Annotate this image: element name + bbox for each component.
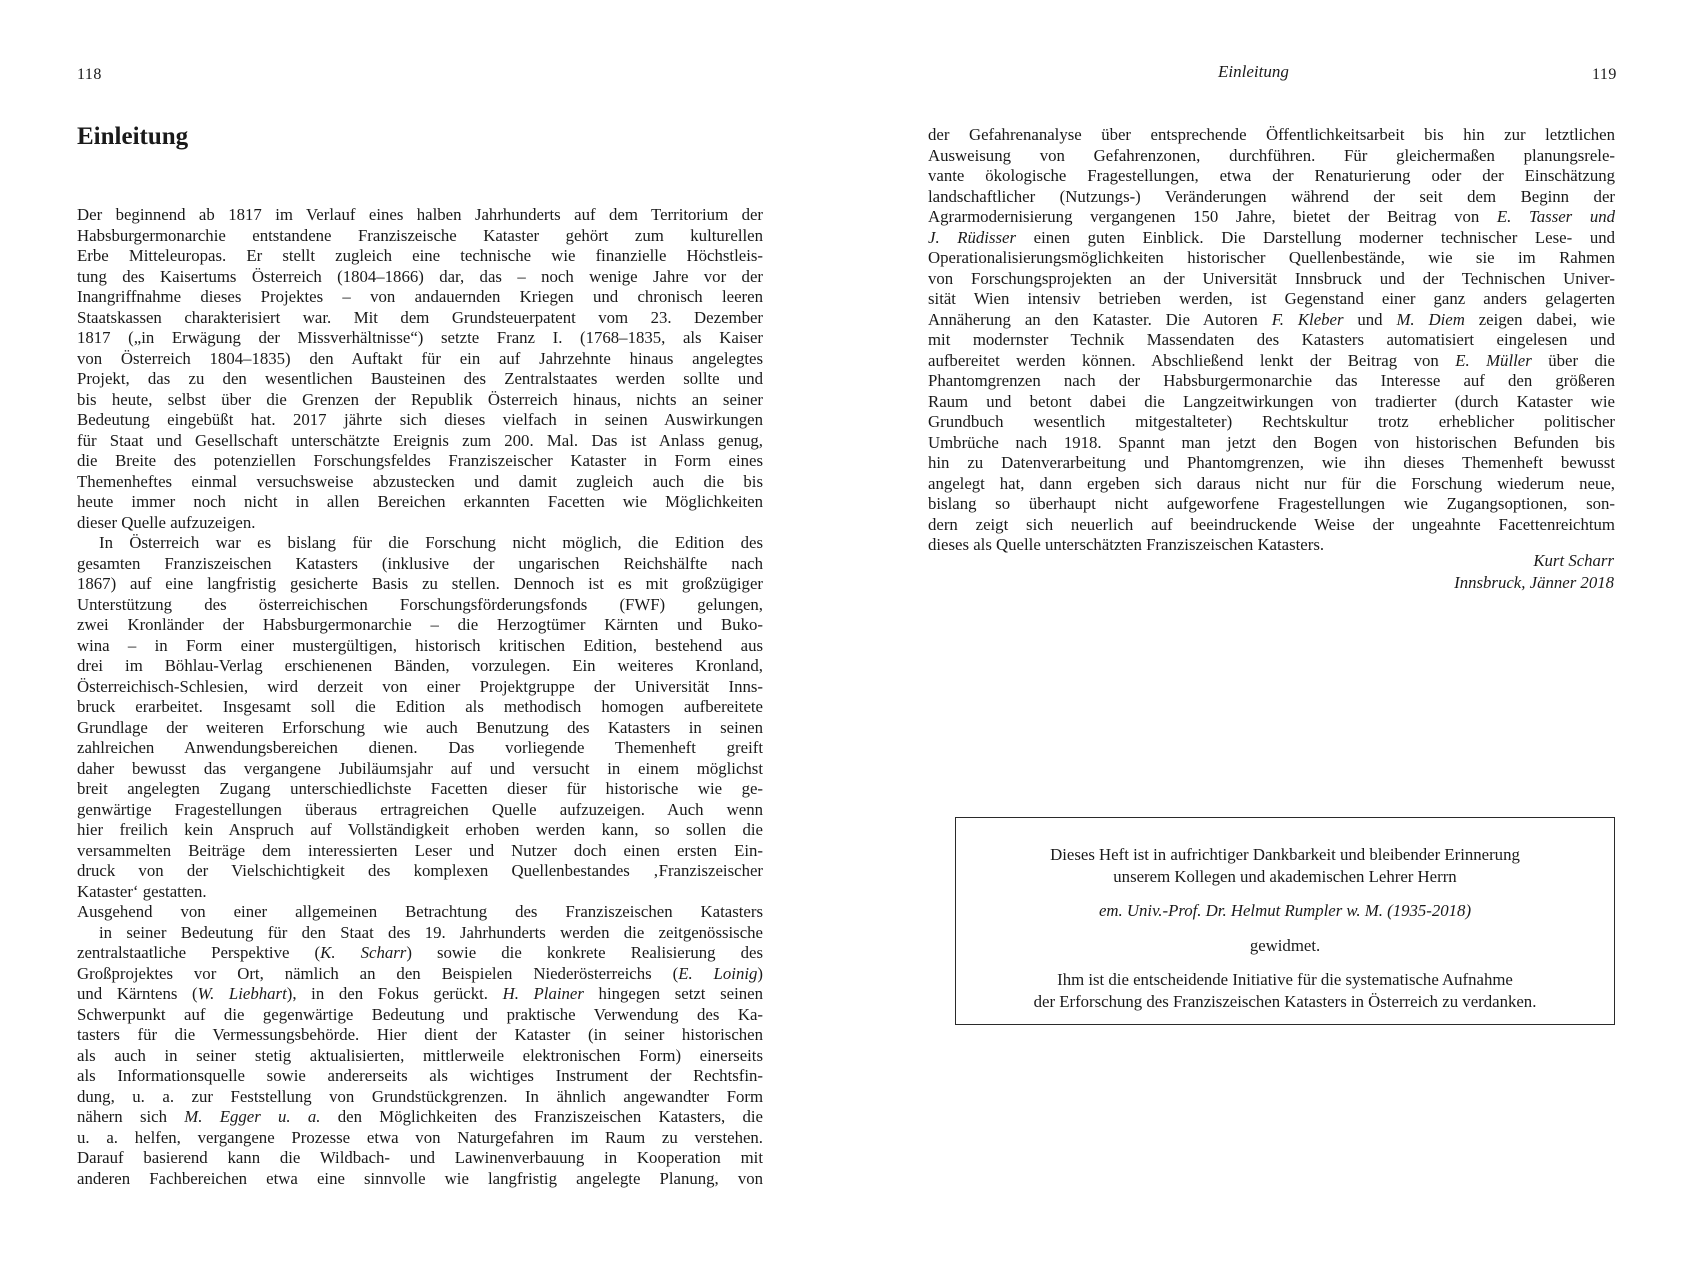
text-line: bis heute, selbst über die Grenzen der Republik Österreich hinaus, nichts an seiner [77,389,763,409]
signature-name: Kurt Scharr [1533,551,1614,570]
text-line: in seiner Bedeutung für den Staat des 19. Jahrhunderts werden die zeitgenössische [99,922,763,942]
text-line: hin zu Datenverarbeitung und Phantomgrenzen, wie ihn dieses Themenheft bewusst [928,453,1615,472]
text-line: als auch in seiner stetig aktualisierten, mittlerweile elektronischen Form) einerseits [77,1045,763,1065]
text-line: mit modernster Technik Massendaten des Katasters automatisiert eingelesen und [928,330,1615,349]
text-line: Agrarmodernisierung vergangenen 150 Jahre, bietet der Beitrag von E. Tasser und [928,207,1615,226]
dedication-line: Dieses Heft ist in aufrichtiger Dankbarkeit und bleibender Erinnerung [1050,845,1520,864]
text-line: von Forschungsprojekten an der Universität Innsbruck und der Technischen Univer- [928,268,1615,288]
text-line: der Gefahrenanalyse über entsprechende Öffentlichkeitsarbeit bis hin zur letztlichen [928,125,1615,144]
text-line: dieses als Quelle unterschätzten Franziszeischen Katasters. [928,535,1325,554]
text-line: Habsburgermonarchie entstandene Franziszeische Kataster gehört zum kulturellen [77,225,763,245]
text-line: drei im Böhlau-Verlag erschienenen Bänden, vorzulegen. Ein weiteres Kronland, [77,656,763,675]
running-head: Einleitung [1218,62,1289,81]
text-line: Kataster‘ gestatten. [77,881,207,901]
text-line: Der beginnend ab 1817 im Verlauf eines halben Jahrhunderts auf dem Territorium der [77,205,763,224]
text-line: wina – in Form einer mustergültigen, historisch kritischen Edition, bestehend aus [77,635,763,655]
text-line: sität Wien intensiv betrieben werden, ist Gegenstand einer ganz anders gelagerten [928,289,1615,308]
text-line: Schwerpunkt auf die gegenwärtige Bedeutung und praktische Verwendung des Ka- [77,1004,763,1024]
text-line: angelegt hat, dann ergeben sich daraus nicht nur für die Forschung wiederum neue, [928,473,1615,493]
text-line: Bedeutung eingebüßt hat. 2017 jährte sich dieses vielfach in seinen Auswirkungen [77,410,763,429]
text-line: Erbe Mitteleuropas. Er stellt zugleich eine technische wie finanzielle Höchstleis- [77,246,763,265]
dedication-line: gewidmet. [1249,935,1321,955]
text-line: daher bewusst das vergangene Jubiläumsjahr auf und versucht in einem möglichst [77,758,763,778]
page-number-right: 119 [1592,66,1617,83]
text-line: 1867) auf eine langfristig gesicherte Basis zu stellen. Dennoch ist es mit großzügiger [77,574,763,593]
text-line: genwärtige Fragestellungen überaus ertragreichen Quelle aufzuzeigen. Auch wenn [77,799,763,819]
dedication-honoree: em. Univ.-Prof. Dr. Helmut Rumpler w. M. (1935-2018) [1098,901,1472,920]
text-line: dung, u. a. zur Feststellung von Grundstückgrenzen. In ähnlich angewandter Form [77,1086,763,1106]
page-number-left: 118 [77,66,102,83]
signature-place: Innsbruck, Jänner 2018 [1454,573,1614,592]
text-line: und Kärntens (W. Liebhart), in den Fokus gerückt. H. Plainer hingegen setzt seinen [77,984,763,1003]
text-line: dern zeigt sich neuerlich auf beeindruckende Weise der ungeahnte Facettenreichtum [928,514,1615,534]
text-line: zahlreichen Anwendungsbereichen dienen. Das vorliegende Themenheft greift [77,738,763,757]
right-body-text [928,125,1615,556]
text-line: nähern sich M. Egger u. a. den Möglichkeiten des Franziszeischen Katasters, die [77,1107,763,1126]
text-line: breit angelegten Zugang unterschiedlichste Facetten dieser für historische wie ge- [77,779,763,798]
text-line: zwei Kronländer der Habsburgermonarchie – die Herzogtümer Kärnten und Buko- [77,615,763,634]
text-line: Ausgehend von einer allgemeinen Betrachtung des Franziszeischen Katasters [77,902,763,921]
text-line: bruck erarbeitet. Insgesamt soll die Edition als methodisch homogen aufbereitete [77,697,763,716]
text-line: Darauf basierend kann die Wildbach- und Lawinenverbauung in Kooperation mit [77,1148,763,1167]
right-page [850,0,1700,1277]
text-line: Themenheftes einmal versuchsweise abzustecken und damit zugleich auch die bis [77,471,763,491]
text-line: bislang so überhaupt nicht aufgeworfene Fragestellungen wie Zugangsoptionen, son- [928,494,1615,513]
text-line: aufbereitet werden können. Abschließend lenkt der Beitrag von E. Müller über die [928,350,1615,370]
text-line: 1817 („in Erwägung der Missverhältnisse“) setzte Franz I. (1768–1835, als Kaiser [77,328,763,347]
text-line: anderen Fachbereichen etwa eine sinnvolle wie langfristig angelegte Planung, von [77,1168,763,1188]
text-line: tung des Kaisertums Österreich (1804–1866) dar, das – noch wenige Jahre vor der [77,266,763,286]
text-line: Inangriffnahme dieses Projektes – von andauernden Kriegen und chronisch leeren [77,287,763,306]
text-line: versammelten Beiträge dem interessierten Leser und Nutzer doch einen ersten Ein- [77,840,763,860]
text-line: Operationalisierungsmöglichkeiten historischer Quellenbestände, wie sie im Rahmen [928,248,1615,267]
text-line: hier freilich kein Anspruch auf Vollständigkeit erhoben werden kann, so sollen die [77,820,763,839]
text-line: Phantomgrenzen nach der Habsburgermonarchie das Interesse auf den größeren [928,371,1615,390]
chapter-title: Einleitung [77,123,189,150]
text-line: für Staat und Gesellschaft unterschätzte Ereignis zum 200. Mal. Das ist Anlass genug, [77,430,763,450]
text-line: landschaftlicher (Nutzungs-) Veränderungen während der seit dem Beginn der [928,186,1615,206]
text-line: druck von der Vielschichtigkeit des komplexen Quellenbestandes ‚Franziszeischer [77,861,763,880]
text-line: heute immer noch nicht in allen Bereichen erkannten Facetten wie Möglichkeiten [77,492,763,511]
text-line: zentralstaatliche Perspektive (K. Scharr) sowie die konkrete Realisierung des [77,943,763,962]
text-line: Raum und betont dabei die Langzeitwirkungen von tradierter (durch Kataster wie [928,391,1615,411]
text-line: Ausweisung von Gefahrenzonen, durchführen. Für gleichermaßen planungsrele- [928,145,1615,165]
text-line: Grundbuch wesentlich mitgestalteter) Rechtskultur trotz erheblicher politischer [928,412,1615,431]
text-line: Österreichisch-Schlesien, wird derzeit von einer Projektgruppe der Universität Inns- [77,676,763,696]
text-line: J. Rüdisser einen guten Einblick. Die Darstellung moderner technischer Lese- und [928,227,1615,247]
dedication-line: der Erforschung des Franziszeischen Katasters in Österreich zu verdanken. [1033,991,1537,1011]
text-line: die Breite des potenziellen Forschungsfeldes Franziszeischer Kataster in Form eines [77,451,763,470]
text-line: von Österreich 1804–1835) den Auftakt für ein auf Jahrzehnte hinaus angelegtes [77,348,763,368]
text-line: Umbrüche nach 1918. Spannt man jetzt den Bogen von historischen Befunden bis [928,432,1615,452]
text-line: dieser Quelle aufzuzeigen. [77,512,256,532]
text-line: Grundlage der weiteren Erforschung wie auch Benutzung des Katasters in seinen [77,717,763,737]
text-line: gesamten Franziszeischen Katasters (inklusive der ungarischen Reichshälfte nach [77,553,763,573]
text-line: Staatskassen charakterisiert war. Mit dem Grundsteuerpatent vom 23. Dezember [77,307,763,327]
dedication-line: unserem Kollegen und akademischen Lehrer Herrn [1113,866,1457,886]
text-line: Annäherung an den Kataster. Die Autoren F. Kleber und M. Diem zeigen dabei, wie [928,309,1615,329]
text-line: tasters für die Vermessungsbehörde. Hier dient der Kataster (in seiner historischen [77,1025,763,1044]
text-line: Projekt, das zu den wesentlichen Bausteinen des Zentralstaates werden sollte und [77,369,763,388]
text-line: als Informationsquelle sowie andererseits als wichtiges Instrument der Rechtsfin- [77,1066,763,1085]
dedication-line: Ihm ist die entscheidende Initiative für die systematische Aufnahme [1057,970,1513,989]
text-line: In Österreich war es bislang für die Forschung nicht möglich, die Edition des [99,533,763,552]
dedication-box [955,817,1615,1025]
text-line: u. a. helfen, vergangene Prozesse etwa von Naturgefahren im Raum zu verstehen. [77,1127,763,1147]
text-line: vante ökologische Fragestellungen, etwa der Renaturierung oder der Einschätzung [928,166,1615,185]
text-line: Großprojektes vor Ort, nämlich an den Beispielen Niederösterreichs (E. Loinig) [77,963,763,983]
left-body-text [77,205,763,1189]
text-line: Unterstützung des österreichischen Forschungsförderungsfonds (FWF) gelungen, [77,594,763,614]
